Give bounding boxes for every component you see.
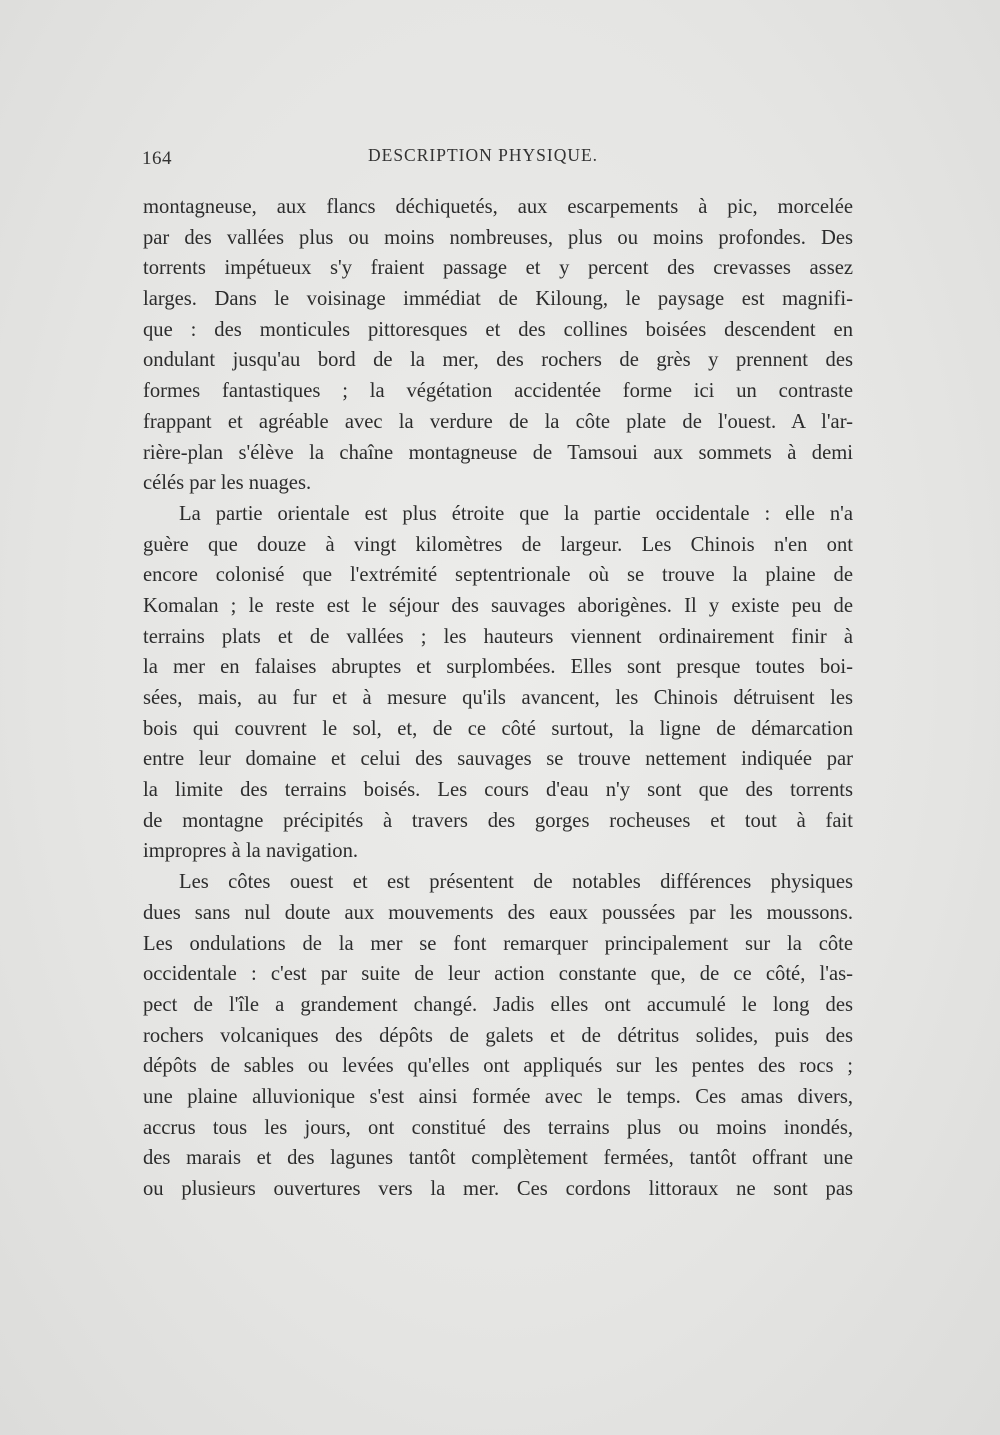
text-line: accrus tous les jours, ont constitué des terrains plus ou moins inondés, bbox=[143, 1116, 853, 1139]
text-line: rière-plan s'élève la chaîne montagneuse de Tamsoui aux sommets à demi bbox=[143, 441, 853, 464]
text-line: bois qui couvrent le sol, et, de ce côté surtout, la ligne de démarcation bbox=[143, 717, 853, 740]
text-line: Komalan ; le reste est le séjour des sauvages aborigènes. Il y existe peu de bbox=[143, 594, 853, 617]
paragraph-start-line: La partie orientale est plus étroite que la partie occidentale : elle n'a bbox=[179, 502, 853, 525]
text-line: guère que douze à vingt kilomètres de largeur. Les Chinois n'en ont bbox=[143, 533, 853, 556]
text-line: dues sans nul doute aux mouvements des eaux poussées par les moussons. bbox=[143, 901, 853, 924]
body-text bbox=[143, 192, 853, 1205]
text-line: frappant et agréable avec la verdure de la côte plate de l'ouest. A l'ar- bbox=[143, 410, 853, 433]
page-number: 164 bbox=[142, 148, 172, 169]
text-line: impropres à la navigation. bbox=[143, 840, 359, 863]
text-line: la limite des terrains boisés. Les cours d'eau n'y sont que des torrents bbox=[143, 779, 853, 802]
text-line: une plaine alluvionique s'est ainsi formée avec le temps. Ces amas divers, bbox=[143, 1085, 853, 1108]
paragraph-start-line: Les côtes ouest et est présentent de notables différences physiques bbox=[179, 871, 853, 894]
text-line: encore colonisé que l'extrémité septentrionale où se trouve la plaine de bbox=[143, 564, 853, 587]
text-line: de montagne précipités à travers des gorges rocheuses et tout à fait bbox=[143, 809, 853, 832]
text-line: rochers volcaniques des dépôts de galets et de détritus solides, puis des bbox=[143, 1024, 853, 1047]
page-header bbox=[142, 142, 862, 172]
text-line: ou plusieurs ouvertures vers la mer. Ces cordons littoraux ne sont pas bbox=[143, 1178, 853, 1200]
text-line: dépôts de sables ou levées qu'elles ont appliqués sur les pentes des rocs ; bbox=[143, 1055, 853, 1078]
text-line: ondulant jusqu'au bord de la mer, des rochers de grès y prennent des bbox=[143, 349, 853, 372]
text-line: terrains plats et de vallées ; les hauteurs viennent ordinairement finir à bbox=[143, 625, 853, 648]
text-line: célés par les nuages. bbox=[143, 472, 312, 495]
text-line: par des vallées plus ou moins nombreuses, plus ou moins profondes. Des bbox=[143, 226, 853, 249]
text-line: larges. Dans le voisinage immédiat de Kiloung, le paysage est magnifi- bbox=[143, 288, 853, 311]
text-line: torrents impétueux s'y fraient passage et y percent des crevasses assez bbox=[143, 257, 853, 280]
text-line: entre leur domaine et celui des sauvages se trouve nettement indiquée par bbox=[143, 748, 853, 771]
text-line: la mer en falaises abruptes et surplombées. Elles sont presque toutes boi- bbox=[143, 656, 853, 679]
text-line: montagneuse, aux flancs déchiquetés, aux escarpements à pic, morcelée bbox=[143, 196, 853, 218]
text-line: des marais et des lagunes tantôt complètement fermées, tantôt offrant une bbox=[143, 1147, 853, 1170]
text-line: pect de l'île a grandement changé. Jadis elles ont accumulé le long des bbox=[143, 993, 853, 1016]
running-head: DESCRIPTION PHYSIQUE. bbox=[368, 145, 599, 165]
text-line: Les ondulations de la mer se font remarquer principalement sur la côte bbox=[143, 932, 853, 955]
text-line: sées, mais, au fur et à mesure qu'ils avancent, les Chinois détruisent les bbox=[143, 687, 853, 709]
text-line: formes fantastiques ; la végétation accidentée forme ici un contraste bbox=[143, 380, 853, 403]
text-line: occidentale : c'est par suite de leur action constante que, de ce côté, l'as- bbox=[143, 963, 853, 986]
text-line: que : des monticules pittoresques et des collines boisées descendent en bbox=[143, 318, 853, 341]
